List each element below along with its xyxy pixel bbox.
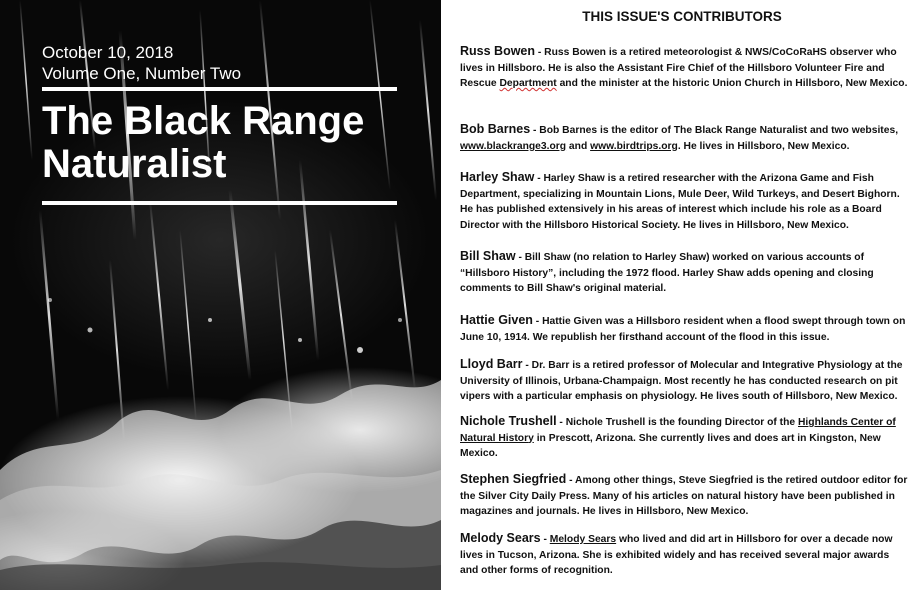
contributor-hattie-given: Hattie Given - Hattie Given was a Hillsboro resident when a flood swept through town on June 10, 1914. We republish her firsthand account of the flood in this issue. — [460, 313, 906, 343]
contributor-bill-shaw: Bill Shaw - Bill Shaw (no relation to Harley Shaw) worked on various accounts of “Hillsboro History”, including the 1972 flood. Harley Shaw adds opening and closing comments to Bill Shaw's original material. — [460, 249, 874, 294]
contributors-heading: THIS ISSUE'S CONTRIBUTORS — [582, 9, 782, 24]
contributors-page — [441, 0, 916, 590]
contributor-stephen-siegfried: Stephen Siegfried - Among other things, Steve Siegfried is the retired outdoor editor for the Silver City Daily Press. Many of his articles on natural history have been published in magazines and journals. He lives in Hillsboro, New Mexico. — [460, 472, 908, 517]
spellcheck-word: Department — [499, 78, 557, 89]
issue-volume: Volume One, Number Two — [42, 64, 242, 83]
title-line-2: Naturalist — [42, 142, 227, 186]
contributor-name: Bob Barnes — [460, 122, 531, 136]
contributor-melody-sears: Melody Sears - Melody Sears who lived and did art in Hillsboro for over a decade now lives in Tucson, Arizona. She is exhibited widely and has received several major awards and other forms of recognition. — [460, 531, 893, 576]
title-rule-bottom — [42, 201, 397, 205]
highlands-center-link[interactable]: Highlands Center of Natural History — [460, 417, 896, 444]
birdtrips-link[interactable]: www.birdtrips.org — [590, 140, 678, 152]
title-line-1: The Black Range — [42, 99, 365, 143]
contributor-name: Nichole Trushell — [460, 414, 557, 428]
contributor-harley-shaw: Harley Shaw - Harley Shaw is a retired researcher with the Arizona Game and Fish Department, specializing in Mountain Lions, Mule Deer, Wild Turkeys, and Desert Bighorn. He has published extensively in his areas of interest which include his role as a Board Director with the Hillsboro Historical Society. He lives in Hillsboro, New Mexico. — [460, 170, 900, 231]
contributor-lloyd-barr: Lloyd Barr - Dr. Barr is a retired professor of Molecular and Integrative Physiology at the University of Illinois, Urbana-Champaign. Most recently he has conducted research on pit vipers with a particular emphasis on physiology. He lives south of Hillsboro, New Mexico. — [460, 357, 903, 402]
publication-title — [42, 100, 432, 186]
melody-sears-link[interactable]: Melody Sears — [549, 534, 617, 545]
contributor-name: Stephen Siegfried — [460, 472, 567, 486]
blackrange3-link[interactable]: www.blackrange3.org — [460, 140, 567, 152]
contributor-bob-barnes: Bob Barnes - Bob Barnes is the editor of The Black Range Naturalist and two websites, www.blackrange3.org and www.birdtrips.org. He lives in Hillsboro, New Mexico. — [460, 122, 899, 152]
contributor-russ-bowen: Russ Bowen - Russ Bowen is a retired meteorologist & NWS/CoCoRaHS observer who lives in Hillsboro. He is also the Assistant Fire Chief of the Hillsboro Volunteer Fire and Rescue Department and the minister at the historic Union Church in Hillsboro, New Mexico. — [460, 44, 908, 89]
cover-issue-info — [42, 42, 241, 84]
contributor-name: Bill Shaw — [460, 249, 516, 263]
issue-date: October 10, 2018 — [42, 43, 174, 62]
contributor-name: Russ Bowen — [460, 44, 536, 58]
title-rule-top — [42, 87, 397, 91]
contributor-name: Hattie Given — [460, 313, 533, 327]
contributor-name: Harley Shaw — [460, 170, 535, 184]
cover-panel — [0, 0, 441, 590]
contributor-name: Melody Sears — [460, 531, 541, 545]
contributor-name: Lloyd Barr — [460, 357, 523, 371]
contributor-nichole-trushell: Nichole Trushell - Nichole Trushell is the founding Director of the Highlands Center of Natural History in Prescott, Arizona. She currently lives and does art in Kingston, New Mexico. — [460, 414, 896, 459]
